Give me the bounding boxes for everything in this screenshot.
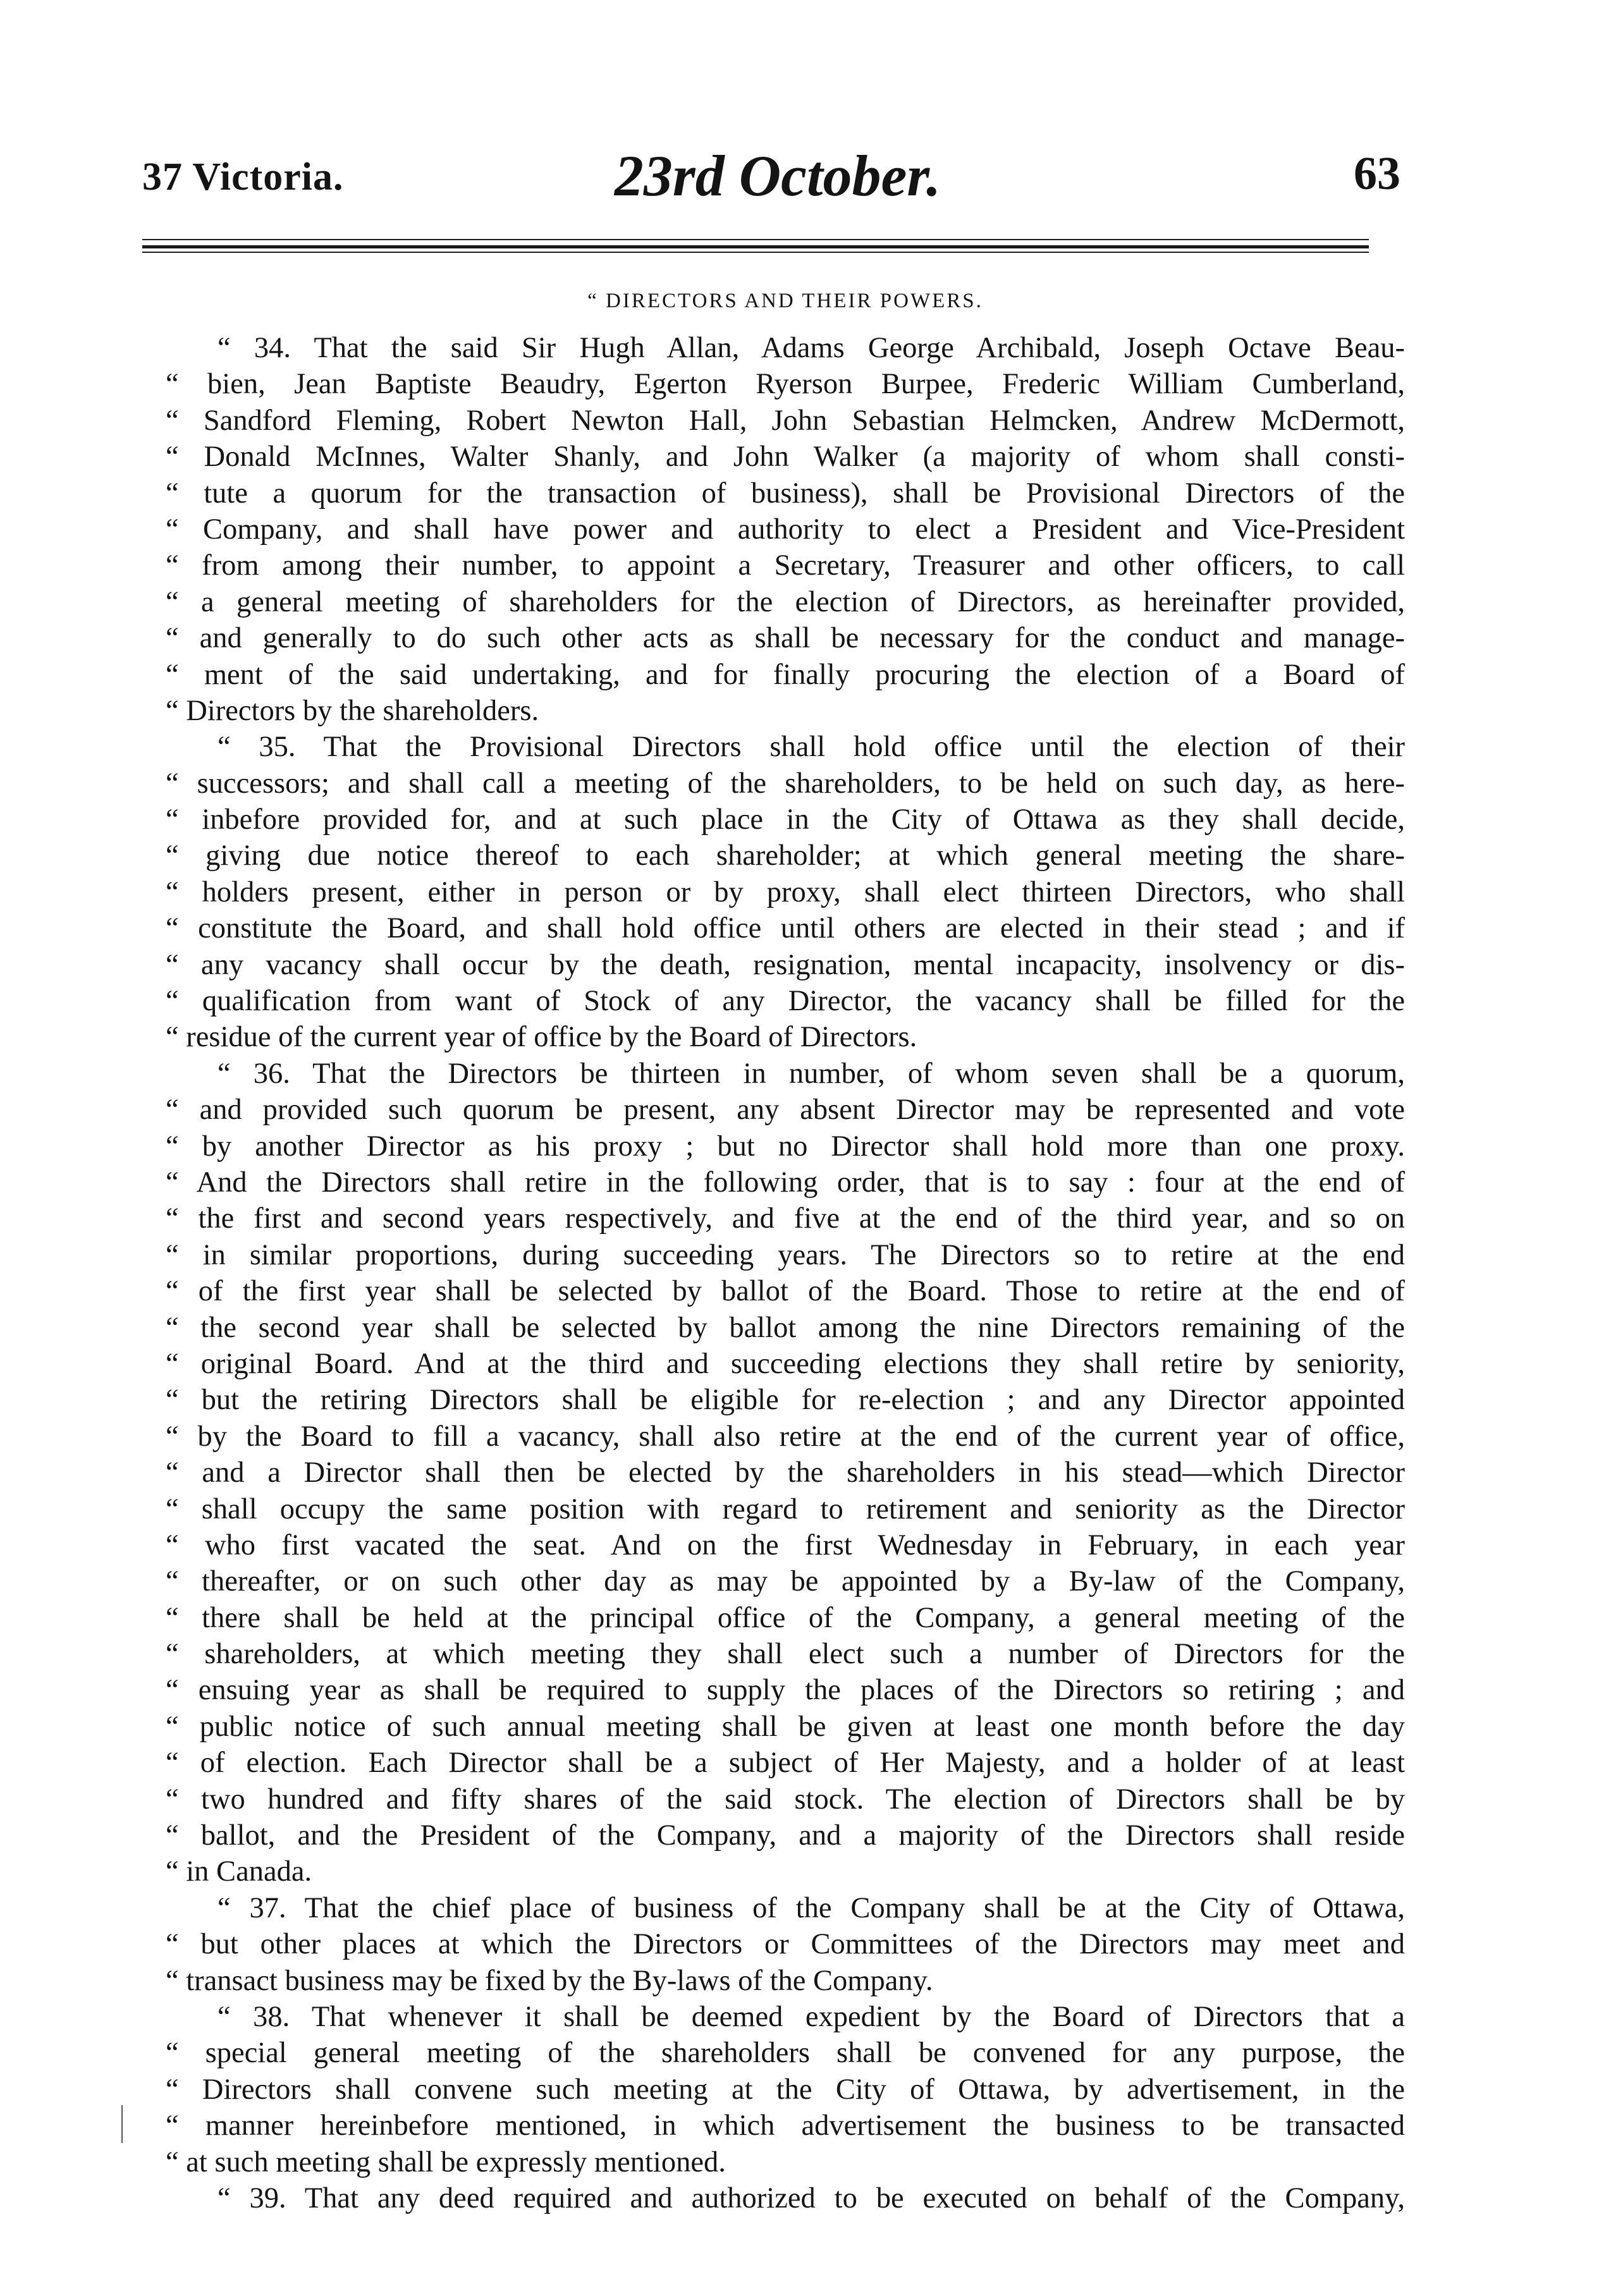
text-line: “ shareholders, at which meeting they shall elect such a number of Directors for the	[166, 1638, 1405, 1671]
text-line: “ who first vacated the seat. And on the first Wednesday in February, in each year	[166, 1529, 1405, 1561]
text-line: “ 38. That whenever it shall be deemed expedient by the Board of Directors that a	[217, 2000, 1405, 2033]
text-line: “ the second year shall be selected by ballot among the nine Directors remaining of the	[166, 1311, 1405, 1344]
paragraph-35	[166, 729, 1405, 1056]
text-line: “ constitute the Board, and shall hold office until others are elected in their stead ; and if	[166, 912, 1405, 945]
text-line: “ Directors by the shareholders.	[166, 694, 539, 727]
text-line: “ tute a quorum for the transaction of business), shall be Provisional Directors of the	[166, 477, 1405, 510]
text-line: “ public notice of such annual meeting shall be given at least one month before the day	[166, 1710, 1405, 1743]
text-line: “ manner hereinbefore mentioned, in which advertisement the business to be transacted	[166, 2110, 1405, 2142]
text-line: “ bien, Jean Baptiste Beaudry, Egerton Ryerson Burpee, Frederic William Cumberland,	[166, 368, 1405, 401]
text-line: “ in Canada.	[166, 1855, 312, 1888]
text-line: “ 37. That the chief place of business of the Company shall be at the City of Ottawa,	[217, 1891, 1405, 1924]
header-rule-bottom	[142, 252, 1369, 253]
text-line: “ a general meeting of shareholders for the election of Directors, as hereinafter provided,	[166, 585, 1405, 618]
text-line: “ of election. Each Director shall be a subject of Her Majesty, and a holder of at least	[166, 1747, 1405, 1780]
page-number: 63	[1354, 148, 1400, 200]
paragraph-38	[166, 1999, 1405, 2180]
text-line: “ any vacancy shall occur by the death, resignation, mental incapacity, insolvency or dis-	[166, 948, 1405, 981]
header-rule-top	[142, 239, 1369, 240]
text-line: “ Directors shall convene such meeting at the City of Ottawa, by advertisement, in the	[166, 2073, 1405, 2106]
text-line: “ ensuing year as shall be required to supply the places of the Directors so retiring ; and	[166, 1674, 1405, 1707]
text-line: “ special general meeting of the shareholders shall be convened for any purpose, the	[166, 2037, 1405, 2070]
document-body	[166, 286, 1405, 2216]
text-line: “ but other places at which the Directors or Committees of the Directors may meet and	[166, 1928, 1405, 1961]
text-line: “ original Board. And at the third and succeeding elections they shall retire by seniority,	[166, 1347, 1405, 1380]
text-line: “ transact business may be fixed by the By-laws of the Company.	[166, 1964, 933, 1997]
text-line: “ 34. That the said Sir Hugh Allan, Adams George Archibald, Joseph Octave Beau-	[217, 332, 1405, 364]
paragraph-36	[166, 1056, 1405, 1890]
text-line: “ And the Directors shall retire in the following order, that is to say : four at the end of	[166, 1166, 1405, 1199]
text-line: “ by the Board to fill a vacancy, shall also retire at the end of the current year of office,	[166, 1420, 1405, 1453]
paragraph-34	[166, 330, 1405, 729]
text-line: “ residue of the current year of office by the Board of Directors.	[166, 1021, 917, 1054]
page-date-heading: 23rd October.	[614, 144, 941, 208]
text-line: “ ment of the said undertaking, and for finally procuring the election of a Board of	[166, 658, 1405, 691]
page-header	[142, 136, 1413, 218]
text-line: “ 39. That any deed required and authorized to be executed on behalf of the Company,	[217, 2182, 1405, 2214]
section-heading: “ DIRECTORS AND THEIR POWERS.	[587, 290, 983, 312]
text-line: “ 35. That the Provisional Directors shall hold office until the election of their	[217, 731, 1405, 764]
text-line: “ there shall be held at the principal office of the Company, a general meeting of the	[166, 1601, 1405, 1634]
text-line: “ ballot, and the President of the Company, and a majority of the Directors shall reside	[166, 1819, 1405, 1852]
text-line: “ the first and second years respectively, and five at the end of the third year, and so on	[166, 1202, 1405, 1235]
text-line: “ qualification from want of Stock of any Director, the vacancy shall be filled for the	[166, 985, 1405, 1018]
paragraphs	[166, 330, 1405, 2216]
text-line: “ and provided such quorum be present, any absent Director may be represented and vote	[166, 1094, 1405, 1127]
text-line: “ and generally to do such other acts as shall be necessary for the conduct and manage-	[166, 622, 1405, 655]
text-line: “ Company, and shall have power and authority to elect a President and Vice-President	[166, 513, 1405, 546]
paragraph-39	[166, 2180, 1405, 2216]
text-line: “ inbefore provided for, and at such place in the City of Ottawa as they shall decide,	[166, 803, 1405, 836]
text-line: “ from among their number, to appoint a Secretary, Treasurer and other officers, to call	[166, 549, 1405, 582]
text-line: “ in similar proportions, during succeeding years. The Directors so to retire at the end	[166, 1238, 1405, 1271]
text-line: “ at such meeting shall be expressly mentioned.	[166, 2146, 726, 2178]
margin-mark	[121, 2105, 123, 2143]
text-line: “ Sandford Fleming, Robert Newton Hall, John Sebastian Helmcken, Andrew McDermott,	[166, 404, 1405, 437]
text-line: “ giving due notice thereof to each shareholder; at which general meeting the share-	[166, 840, 1405, 872]
text-line: “ holders present, either in person or by proxy, shall elect thirteen Directors, who shall	[166, 876, 1405, 908]
text-line: “ thereafter, or on such other day as may be appointed by a By-law of the Company,	[166, 1565, 1405, 1598]
text-line: “ of the first year shall be selected by ballot of the Board. Those to retire at the end of	[166, 1275, 1405, 1308]
text-line: “ and a Director shall then be elected by the shareholders in his stead—which Director	[166, 1456, 1405, 1489]
text-line: “ Donald McInnes, Walter Shanly, and John Walker (a majority of whom shall consti-	[166, 441, 1405, 473]
header-rule-thick	[142, 245, 1369, 248]
text-line: “ 36. That the Directors be thirteen in number, of whom seven shall be a quorum,	[217, 1057, 1405, 1090]
volume-reference: 37 Victoria.	[142, 156, 344, 198]
paragraph-37	[166, 1890, 1405, 1999]
text-line: “ two hundred and fifty shares of the said stock. The election of Directors shall be by	[166, 1783, 1405, 1816]
text-line: “ but the retiring Directors shall be eligible for re-election ; and any Director appointed	[166, 1384, 1405, 1417]
text-line: “ successors; and shall call a meeting of the shareholders, to be held on such day, as here-	[166, 767, 1405, 800]
text-line: “ shall occupy the same position with regard to retirement and seniority as the Director	[166, 1493, 1405, 1525]
text-line: “ by another Director as his proxy ; but no Director shall hold more than one proxy.	[166, 1130, 1405, 1163]
